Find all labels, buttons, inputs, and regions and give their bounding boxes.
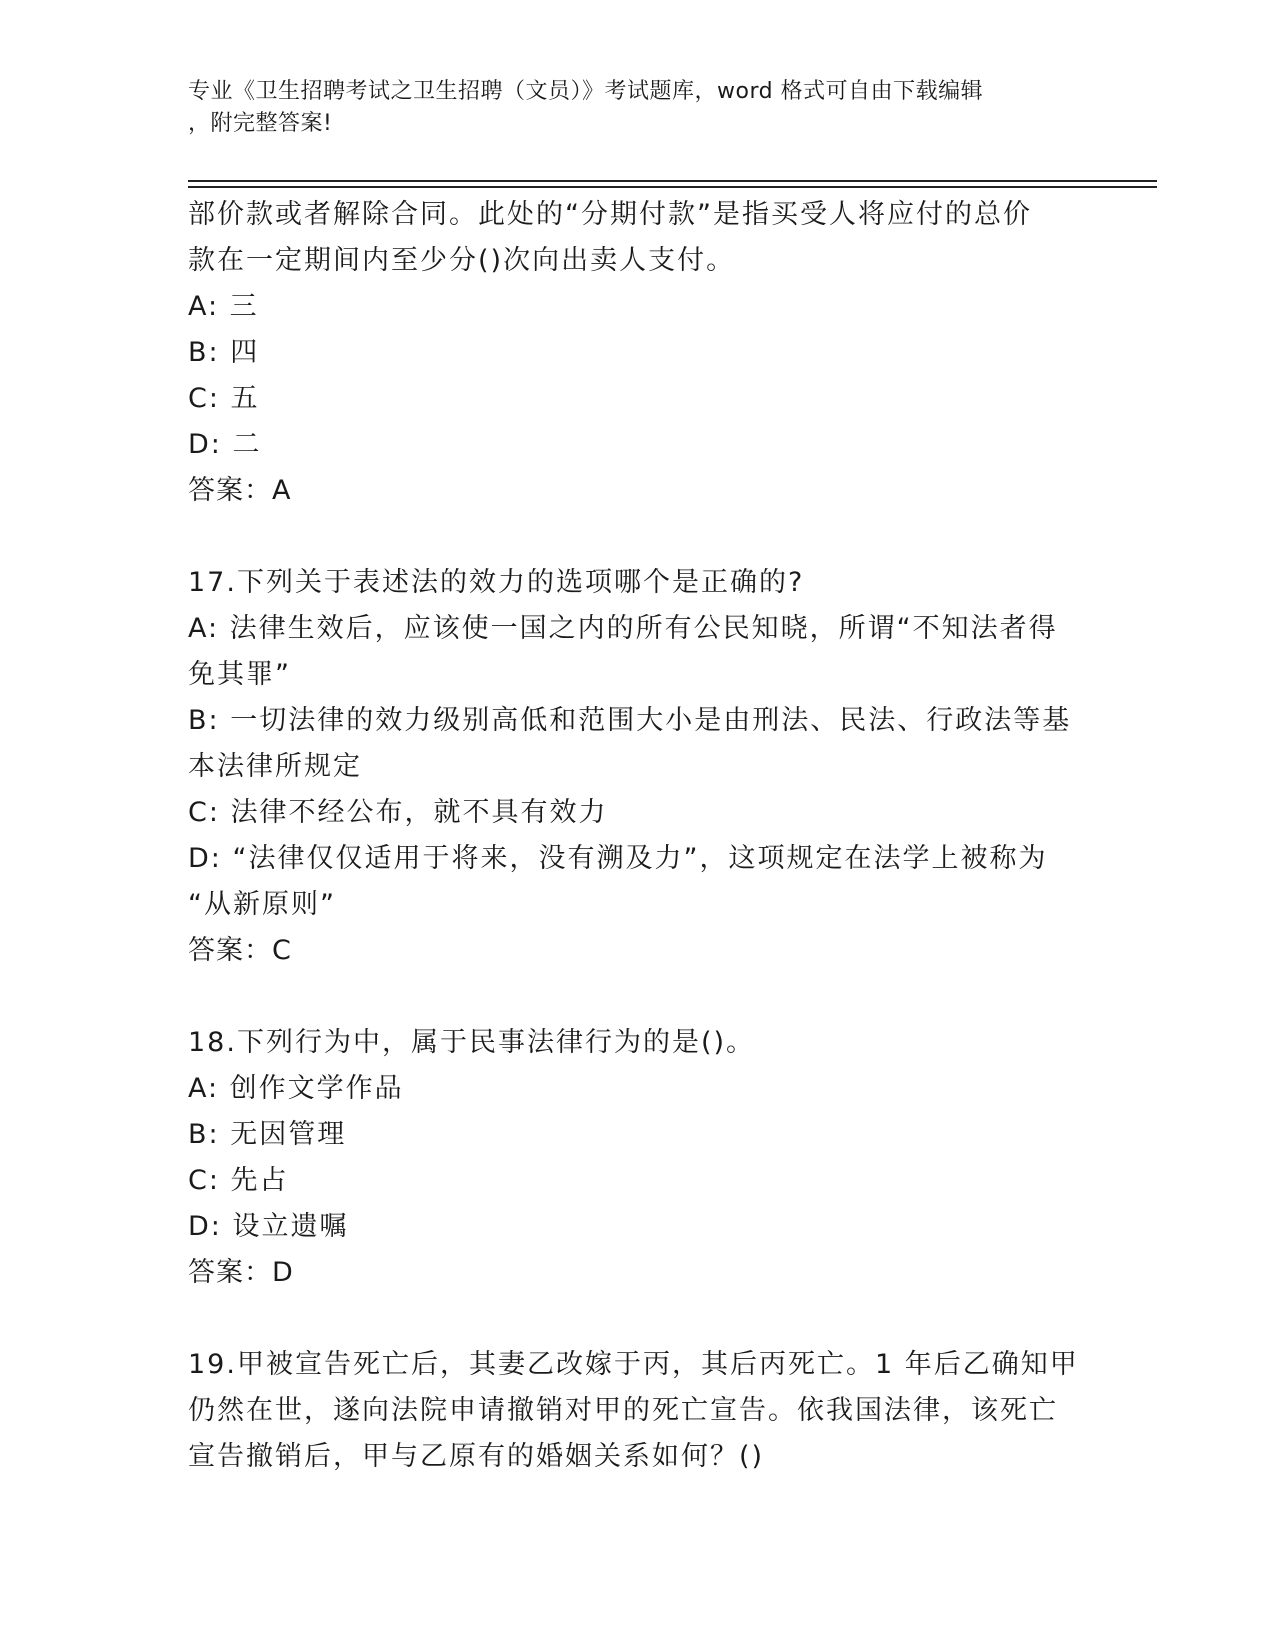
option-d: D: “法律仅仅适用于将来，没有溯及力”，这项规定在法学上被称为 [188, 843, 1048, 874]
option-a: A: 法律生效后，应该使一国之内的所有公民知晓，所谓“不知法者得 [188, 613, 1058, 644]
option-d: D: 设立遗嘱 [188, 1211, 349, 1242]
header-line-1: 专业《卫生招聘考试之卫生招聘（文员）》考试题库，word 格式可自由下载编辑 [188, 79, 984, 104]
option-b-continued: 本法律所规定 [188, 751, 362, 782]
option-b: B: 四 [188, 337, 260, 368]
option-d-continued: “从新原则” [188, 889, 336, 920]
option-c: C: 五 [188, 383, 260, 414]
header-rule-top [188, 180, 1157, 182]
question-18 [188, 1020, 1088, 1296]
question-stem-line: 19.甲被宣告死亡后，其妻乙改嫁于丙，其后丙死亡。1 年后乙确知甲 [188, 1349, 1079, 1380]
answer-line: 答案：A [188, 475, 292, 506]
answer-line: 答案：C [188, 935, 292, 966]
option-c: C: 先占 [188, 1165, 289, 1196]
question-spacer [188, 974, 1088, 1020]
option-c: C: 法律不经公布，就不具有效力 [188, 797, 608, 828]
question-17 [188, 560, 1088, 974]
header-rule-bottom [188, 186, 1157, 188]
header-line-2: ，附完整答案! [188, 111, 333, 136]
question-stem-line: 款在一定期间内至少分()次向出卖人支付。 [188, 245, 736, 276]
question-stem-line: 仍然在世，遂向法院申请撤销对甲的死亡宣告。依我国法律，该死亡 [188, 1395, 1058, 1426]
option-d: D: 二 [188, 429, 262, 460]
option-a-continued: 免其罪” [188, 659, 291, 690]
question-stem: 18.下列行为中，属于民事法律行为的是()。 [188, 1027, 756, 1058]
answer-line: 答案：D [188, 1257, 294, 1288]
question-19 [188, 1342, 1088, 1480]
option-a: A: 三 [188, 291, 259, 322]
question-stem: 17.下列关于表述法的效力的选项哪个是正确的? [188, 567, 805, 598]
document-header [188, 76, 1088, 140]
question-content [188, 192, 1088, 1480]
option-a: A: 创作文学作品 [188, 1073, 404, 1104]
question-spacer [188, 514, 1088, 560]
question-spacer [188, 1296, 1088, 1342]
option-b: B: 无因管理 [188, 1119, 347, 1150]
question-16 [188, 192, 1088, 514]
question-stem-line: 部价款或者解除合同。此处的“分期付款”是指买受人将应付的总价 [188, 199, 1032, 230]
option-b: B: 一切法律的效力级别高低和范围大小是由刑法、民法、行政法等基 [188, 705, 1072, 736]
question-stem-line: 宣告撤销后，甲与乙原有的婚姻关系如何？() [188, 1441, 765, 1472]
